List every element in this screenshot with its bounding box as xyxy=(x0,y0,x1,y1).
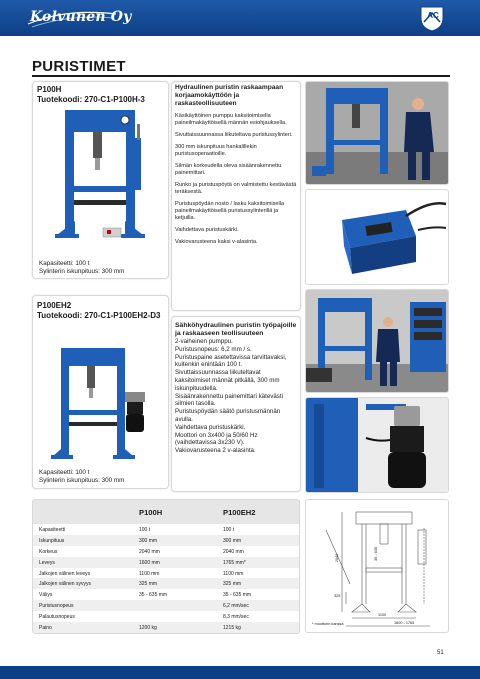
cell-value: 300 mm xyxy=(223,537,242,544)
cell-value: 35 - 635 mm xyxy=(139,592,168,599)
workshop-photo-image xyxy=(306,290,449,393)
row-label: Palautusnopeus xyxy=(39,614,75,621)
row-label: Korkeus xyxy=(39,548,58,555)
description-heading: Sähköhydraulinen puristin työpajoille ja raskaaseen teollisuuteen xyxy=(175,322,297,337)
dimension-depth: 325 xyxy=(334,594,341,598)
cell-value: 325 mm xyxy=(139,581,158,588)
cell-value: 2040 mm xyxy=(139,548,160,555)
column-header: P100EH2 xyxy=(223,508,256,517)
spec-table xyxy=(32,499,300,634)
description-paragraph: Runko ja puristuspöytä on valmistettu kestävästä teräksestä. xyxy=(175,182,297,195)
diagram-note: * moottorin kanssa xyxy=(312,622,344,626)
dimension-leg-width: 1100 xyxy=(378,613,387,617)
description-paragraph: 300 mm iskunpituus hankalillekin puristusoperaatioille. xyxy=(175,144,257,157)
dimension-width: 1600 - 1765 xyxy=(394,621,415,625)
product-stroke: Sylinterin iskunpituus: 300 mm xyxy=(39,477,125,484)
description-line: Puristusnopeus: 6,2 mm / s. xyxy=(175,345,252,353)
pump-pedal-image xyxy=(306,190,449,285)
row-label: Kapasiteetti xyxy=(39,527,66,533)
product-name: P100EH2 xyxy=(37,301,72,310)
table-row xyxy=(33,589,299,600)
product-card-p100h xyxy=(32,81,169,279)
cell-value: 300 mm xyxy=(139,537,158,544)
description-line: Moottori on 3x400 ja 50/60 Hz (vaihdettavissa 3x230 V). xyxy=(175,431,258,447)
description-line: Vaihdettava puristuskärki. xyxy=(175,423,246,431)
row-label: Jalkojen välinen leveys xyxy=(39,570,91,577)
cell-value: 100 t xyxy=(223,527,235,533)
page-title: PURISTIMET xyxy=(32,58,126,75)
dimension-height: 2040 xyxy=(335,553,340,563)
table-row xyxy=(33,600,299,611)
cell-value: 100 t xyxy=(139,527,151,533)
cell-value: 35 - 635 mm xyxy=(223,592,252,599)
page-number: 51 xyxy=(437,650,444,656)
cell-value: 325 mm xyxy=(223,581,242,588)
dimension-diagram xyxy=(305,499,449,633)
ac-logo-text: AC xyxy=(427,11,439,20)
product-code: Tuotekoodi: 270-C1-P100H-3 xyxy=(37,95,145,104)
header-bar xyxy=(0,0,480,36)
motor-photo xyxy=(305,397,449,493)
spec-table-body xyxy=(33,524,299,633)
product-stroke: Sylinterin iskunpituus: 300 mm xyxy=(39,268,125,275)
product-code: Tuotekoodi: 270-C1-P100EH2-D3 xyxy=(37,311,161,320)
product-capacity: Kapasiteetti: 100 t xyxy=(39,260,90,267)
table-row xyxy=(33,546,299,557)
description-paragraph: Puristuspöydän nosto / lasku kaksitoimisella paineilmakäyttöisellä puristussylinterillä ja ketjuilla. xyxy=(175,201,285,221)
description-line: Puristuspöydän säätö puristusmännän avulla. xyxy=(175,408,281,423)
cell-value: 1100 mm xyxy=(139,570,160,577)
description-line: Sivuttaissuunnassa liikuteltavat kaksitoimiset männät pitkällä, 300 mm iskunpituudella. xyxy=(175,369,280,392)
table-row xyxy=(33,535,299,546)
brand-logo[interactable]: Kolvunen Oy xyxy=(30,9,132,25)
cell-value: 8,3 mm/sec xyxy=(223,614,249,621)
row-label: Paino xyxy=(39,625,52,632)
table-row xyxy=(33,578,299,589)
description-paragraph: Käsikäyttöinen pumppu kaksitoimisella paineilmakäyttöisellä männän esiohjauksella. xyxy=(175,113,287,126)
cell-value: 1600 mm xyxy=(139,559,160,566)
description-p100h xyxy=(175,84,297,251)
description-heading: Hydraulinen puristin raskaampaan korjaamokäyttöön ja raskasteollisuuteen xyxy=(175,84,284,107)
title-divider xyxy=(32,75,450,77)
cell-value: 2040 mm xyxy=(223,548,244,555)
description-line: Puristuspaine asetettavissa tarvittavaksi, kuitenkin enintään 100 t. xyxy=(175,353,287,369)
description-paragraph: Vaihdettava puristuskärki. xyxy=(175,227,239,233)
description-line: Vakiovarusteena 2 v-alasinta. xyxy=(175,447,256,455)
cell-value: 1215 kg xyxy=(223,625,241,632)
cell-value: 1200 kg xyxy=(139,625,157,632)
pump-photo xyxy=(305,189,449,285)
dimension-opening: 35 - 635 xyxy=(373,547,378,561)
product-name: P100H xyxy=(37,85,62,94)
footer-bar xyxy=(0,666,480,679)
spec-table-header xyxy=(33,500,299,524)
cell-value: 1100 mm xyxy=(223,570,244,577)
motor-image xyxy=(306,398,449,493)
table-row xyxy=(33,568,299,579)
description-paragraph: Silmän korkeudella oleva sisäänrakennettu painemittari. xyxy=(175,163,282,176)
row-label: Väliys xyxy=(39,592,53,599)
column-header: P100H xyxy=(139,508,163,517)
cell-value: 1765 mm* xyxy=(223,559,246,566)
workshop-photo-image xyxy=(306,82,449,185)
cell-value: 6,2 mm/sec xyxy=(223,603,249,610)
product-capacity: Kapasiteetti: 100 t xyxy=(39,469,90,476)
description-paragraph: Sivuttaissuunnassa liikuteltava puristussylinteri. xyxy=(175,132,293,138)
row-label: Iskunpituus xyxy=(39,537,65,544)
workshop-photo-p100eh2 xyxy=(305,289,449,393)
table-row xyxy=(33,611,299,622)
product-card-p100eh2 xyxy=(32,295,169,489)
description-p100eh2 xyxy=(175,322,297,455)
description-line: Sisäänrakennettu painemittari kätevästi silmien tasolla. xyxy=(175,392,283,408)
table-row xyxy=(33,524,299,535)
row-label: Jalkojen välinen syvyys xyxy=(39,581,91,588)
table-row xyxy=(33,557,299,568)
press-p100h-image xyxy=(51,108,156,250)
description-paragraph: Vakiovarusteena kaksi v-alasinta. xyxy=(175,239,258,245)
press-p100eh2-image xyxy=(51,346,163,468)
row-label: Leveys xyxy=(39,559,55,566)
table-row xyxy=(33,622,299,633)
workshop-photo-p100h xyxy=(305,81,449,185)
row-label: Puristusnopeus xyxy=(39,603,74,610)
description-line: 2-vaiheinen pumppu. xyxy=(175,338,233,345)
